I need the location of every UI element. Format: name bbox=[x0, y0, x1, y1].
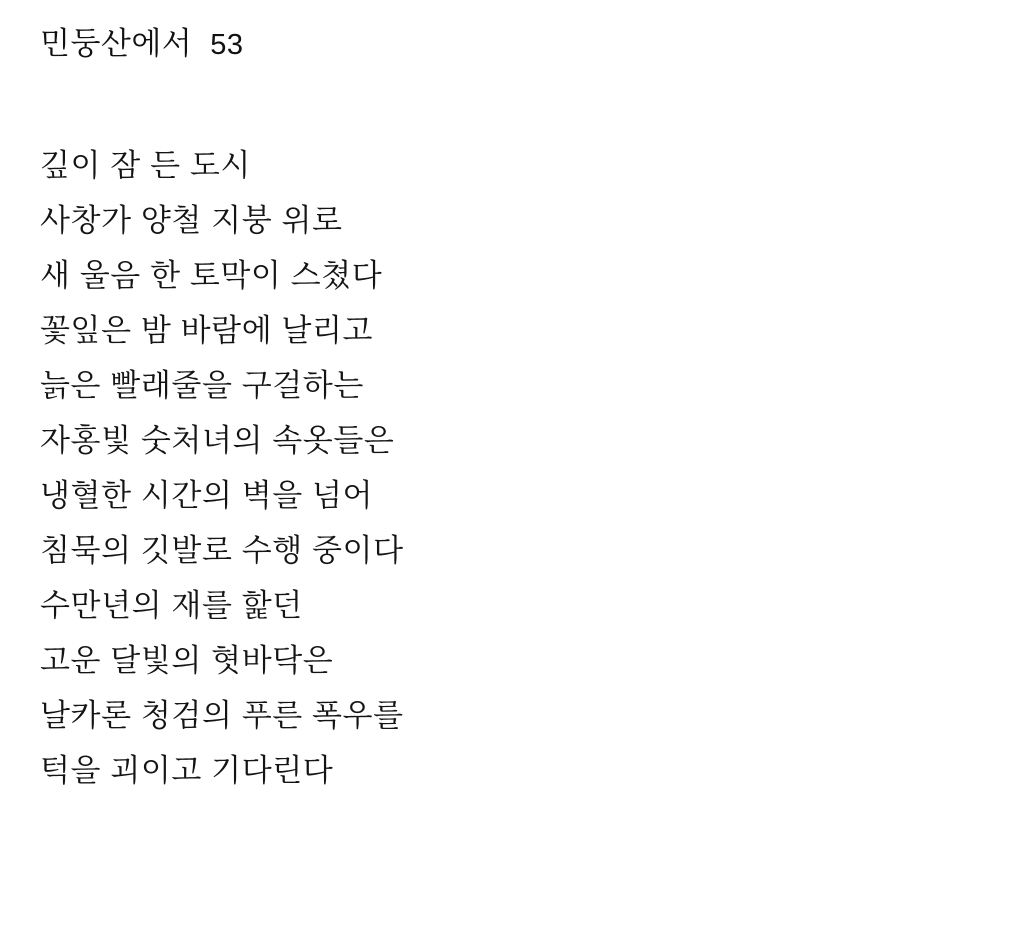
page-header bbox=[40, 24, 984, 72]
poem-line: 새 울음 한 토막이 스쳤다 bbox=[40, 258, 383, 293]
poem-line: 사창가 양철 지붕 위로 bbox=[40, 203, 343, 238]
poem-line: 고운 달빛의 혓바닥은 bbox=[40, 643, 334, 678]
poem-line: 침묵의 깃발로 수행 중이다 bbox=[40, 533, 404, 568]
page-number: 53 bbox=[210, 29, 244, 61]
poem-title: 민둥산에서 bbox=[40, 26, 193, 61]
poem-line: 수만년의 재를 핥던 bbox=[40, 588, 303, 623]
poem-line: 깊이 잠 든 도시 bbox=[40, 148, 251, 183]
poem-line: 날카론 청검의 푸른 폭우를 bbox=[40, 698, 404, 733]
poem-line: 냉혈한 시간의 벽을 넘어 bbox=[40, 478, 374, 513]
poem-line: 턱을 괴이고 기다린다 bbox=[40, 753, 334, 788]
poem-body bbox=[40, 138, 984, 798]
poem-line: 늙은 빨래줄을 구걸하는 bbox=[40, 368, 364, 403]
poem-line: 꽃잎은 밤 바람에 날리고 bbox=[40, 313, 374, 348]
poem-line: 자홍빛 숫처녀의 속옷들은 bbox=[40, 423, 395, 458]
